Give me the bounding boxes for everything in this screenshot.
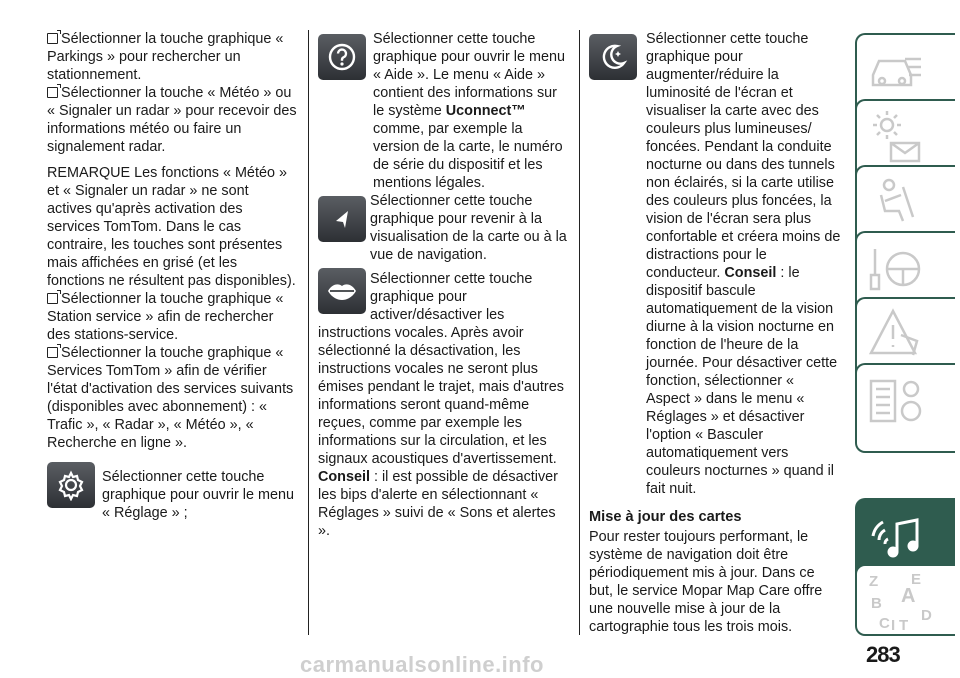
emergency-icon: [867, 305, 927, 365]
svg-text:D: D: [921, 607, 932, 624]
checkbox-bullet-icon: [47, 33, 58, 44]
maintenance-icon: [867, 371, 927, 431]
svg-text:A: A: [901, 585, 916, 607]
svg-text:C: C: [879, 615, 890, 632]
warning-lights-icon: [867, 107, 927, 167]
column-1: [47, 30, 297, 522]
lips-icon: [318, 268, 366, 314]
column-3: [589, 30, 841, 636]
tab-maintenance[interactable]: [855, 363, 955, 453]
bullet-station: Sélectionner la touche graphique « Station service » afin de rechercher des stations-service.: [47, 291, 284, 343]
page-number: 283: [866, 642, 900, 667]
checkbox-bullet-icon: [47, 347, 58, 358]
arrow-icon: [318, 196, 366, 242]
svg-text:I: I: [891, 617, 896, 634]
moon-icon: [589, 34, 637, 80]
section-heading: Mise à jour des cartes: [589, 509, 742, 525]
svg-text:Z: Z: [869, 573, 879, 590]
bullet-meteo: Sélectionner la touche « Météo » ou « Signaler un radar » pour recevoir des informations météo ou faire un signalement radar.: [47, 85, 297, 155]
svg-text:E: E: [911, 572, 922, 588]
safety-icon: [867, 173, 927, 233]
question-icon: [318, 34, 366, 80]
update-paragraph: Pour rester toujours performant, le système de navigation doit être périodiquement mis à jour. Dans ce but, le service Mopar Map Care offre une nouvelle mise à jour de la cartographie tous les trois mois.: [589, 529, 823, 635]
multimedia-icon: [867, 506, 927, 566]
back-description: Sélectionner cette touche graphique pour revenir à la visualisation de la carte ou à la vue de navigation.: [370, 193, 567, 263]
settings-description: Sélectionner cette touche graphique pour ouvrir le menu « Réglage » ;: [102, 469, 294, 521]
night-mode-description: Sélectionner cette touche graphique pour augmenter/réduire la luminosité de l'écran et visualiser la carte avec des couleurs plus lumineuses/ foncées. Pendant la conduite nocturne ou dans des tunnels non éclairés, si la carte utilise des couleurs plus foncées, la vision de l'écran sera plus confortable et créera moins de distractions pour le conducteur. Conseil : le dispositif bascule automatiquement de la vision diurne à la vision nocturne en fonction de l'heure de la journée. Pour désactiver cette fonction, sélectionner « Aspect » dans le menu « Réglages » et désactiver l'option « Basculer automatiquement vers couleurs nocturnes » quand il fait nuit.: [646, 31, 841, 497]
checkbox-bullet-icon: [47, 293, 58, 304]
voice-description: Sélectionner cette touche graphique pour activer/désactiver les instructions vocales. Après avoir sélectionné la désactivation, les instructions vocales ne seront plus émises pendant le trajet, mais d'autres informations seront quand-même reçues, comme par exemple les informations sur la circulation, et les signaux acoustiques d'avertissement. Conseil : il est possible de désactiver les bips d'alerte en sélectionnant « Réglages » suivi de « Sons et alertes ».: [318, 271, 564, 539]
column-divider: [308, 30, 309, 635]
svg-text:T: T: [899, 617, 909, 634]
index-icon: [867, 572, 947, 636]
watermark: carmanualsonline.info: [300, 652, 544, 677]
remark-paragraph: REMARQUE Les fonctions « Météo » et « Signaler un radar » ne sont actives qu'après activation des services TomTom. Dans le cas contraire, les touches sont présentes mais affichées en grisé (et les fonctions ne résultent pas disponibles).: [47, 165, 296, 289]
column-divider: [579, 30, 580, 635]
help-description: Sélectionner cette touche graphique pour ouvrir le menu « Aide ». Le menu « Aide » contient des informations sur le système Uconnect™ comme, par exemple la version de la carte, le numéro de série du dispositif et les mentions légales.: [373, 31, 565, 191]
bullet-services: Sélectionner la touche graphique « Services TomTom » afin de vérifier l'état d'activation des services suivants (disponibles avec abonnement) : « Trafic », « Radar », « Météo », « Recherche en ligne ».: [47, 345, 294, 451]
gear-icon: [47, 462, 95, 508]
steering-wheel-icon: [867, 239, 927, 299]
tab-index[interactable]: [855, 564, 955, 636]
car-info-icon: [867, 41, 927, 101]
checkbox-bullet-icon: [47, 87, 58, 98]
svg-text:B: B: [871, 595, 882, 612]
bullet-parkings: Sélectionner la touche graphique « Parkings » pour rechercher un stationnement.: [47, 31, 284, 83]
